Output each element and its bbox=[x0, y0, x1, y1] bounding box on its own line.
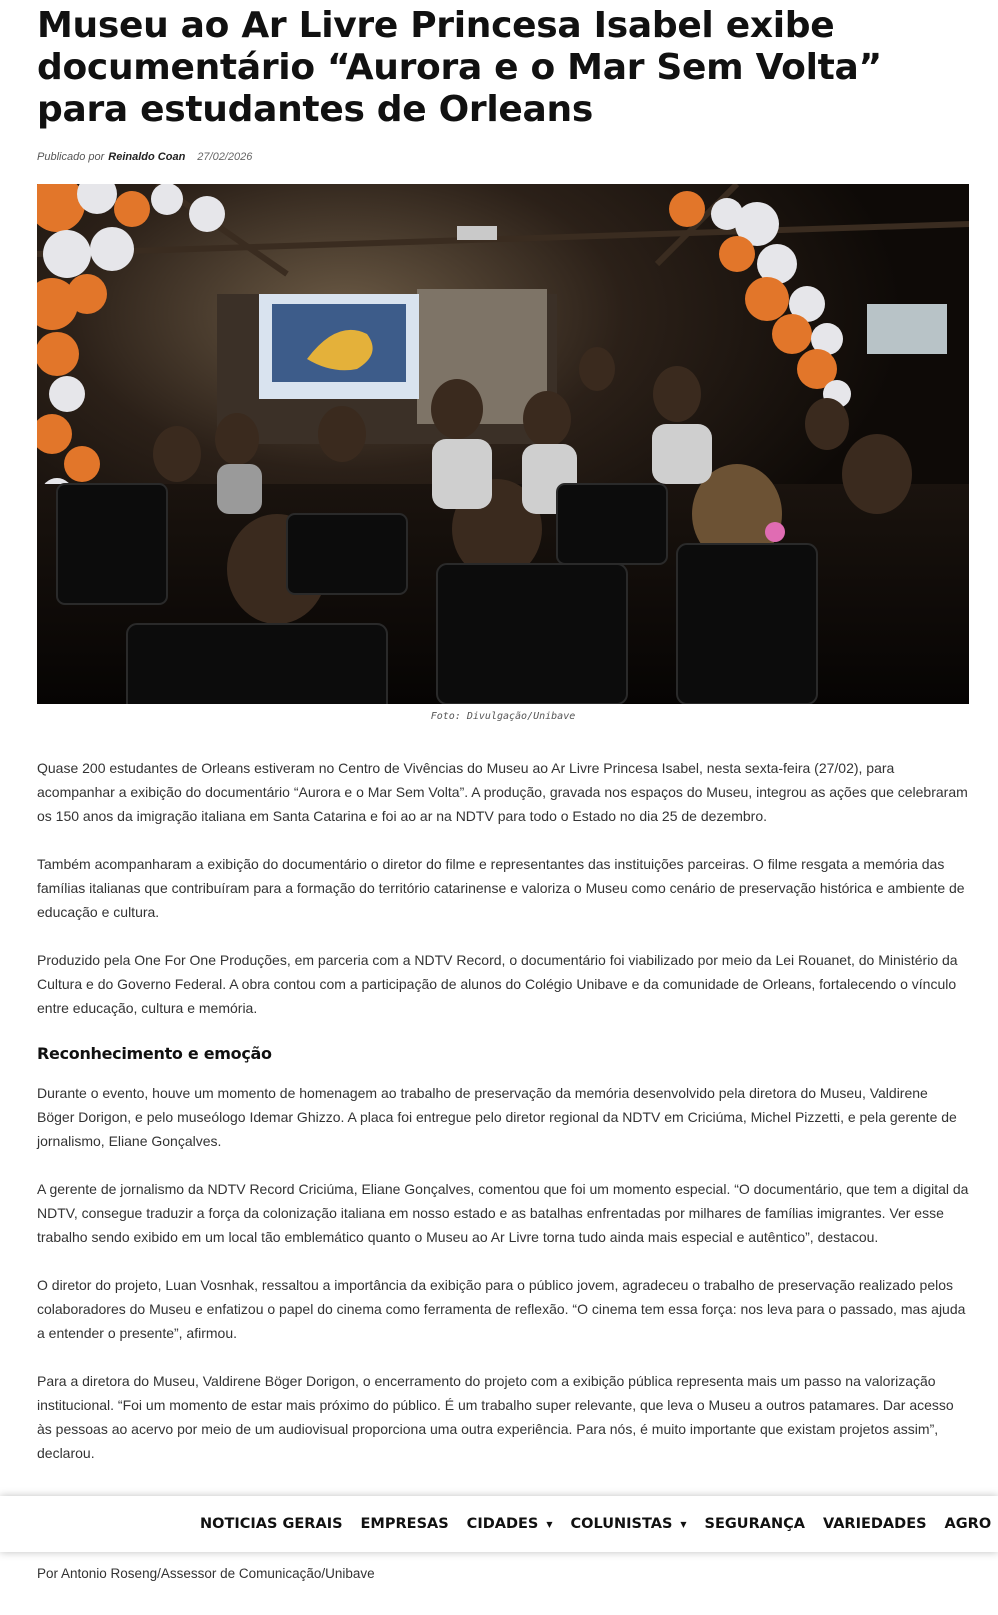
nav-item-agro[interactable] bbox=[945, 1516, 992, 1532]
nav-item-colunistas[interactable] bbox=[571, 1516, 687, 1532]
nav-item-cidades[interactable] bbox=[467, 1516, 553, 1532]
nav-item-variedades[interactable] bbox=[823, 1516, 927, 1532]
paragraph: O diretor do projeto, Luan Vosnhak, ressaltou a importância da exibição para o público jovem, agradeceu o trabalho de preservação realizado pelos colaboradores do Museu e enfatizou o papel do cinema como ferramenta de reflexão. “O cinema tem essa força: nos leva para o passado, mas ajuda a entender o presente”, afirmou. bbox=[37, 1277, 966, 1341]
nav-item-label: CIDADES bbox=[466, 1516, 539, 1532]
nav-item-seguranca[interactable] bbox=[705, 1516, 805, 1532]
nav-item-label: SEGURANÇA bbox=[704, 1516, 805, 1532]
nav-item-label: COLUNISTAS bbox=[570, 1516, 673, 1532]
article-meta bbox=[37, 151, 969, 163]
nav-item-label: EMPRESAS bbox=[360, 1516, 449, 1532]
paragraph: Durante o evento, houve um momento de homenagem ao trabalho de preservação da memória desenvolvido pela diretora do Museu, Valdirene Böger Dorigon, e pelo museólogo Idemar Ghizzo. A placa foi entregue pelo diretor regional da NDTV em Criciúma, Michel Pizzetti, e pela gerente de jornalismo, Eliane Gonçalves. bbox=[37, 1085, 957, 1149]
published-by-label: Publicado por bbox=[37, 151, 105, 163]
nav-item-label: AGRO bbox=[944, 1516, 992, 1532]
article-photo bbox=[37, 184, 969, 704]
author-name[interactable]: Reinaldo Coan bbox=[108, 151, 186, 163]
paragraph: Para a diretora do Museu, Valdirene Böger Dorigon, o encerramento do projeto com a exibição pública representa mais um passo na valorização institucional. “Foi um momento de estar mais próximo do público. É um trabalho super relevante, que leva o Museu a outros patamares. Dar acesso às pessoas ao acervo por meio de um audiovisual proporciona uma outra experiência. Para nós, é muito importante que existam projetos assim”, declarou. bbox=[37, 1373, 954, 1461]
article-body bbox=[37, 756, 969, 1465]
paragraph: Também acompanharam a exibição do documentário o diretor do filme e representantes das instituições parceiras. O filme resgata a memória das famílias italianas que contribuíram para a formação do território catarinense e valoriza o Museu como cenário de preservação histórica e ambiente de educação e cultura. bbox=[37, 856, 965, 920]
photo-caption: Foto: Divulgação/Unibave bbox=[430, 711, 576, 722]
paragraph: A gerente de jornalismo da NDTV Record Criciúma, Eliane Gonçalves, comentou que foi um momento especial. “O documentário, que tem a digital da NDTV, consegue traduzir a força da colonização italiana em nosso estado e as batalhas enfrentadas por milhares de famílias imigrantes. Ver esse trabalho sendo exibido em um local tão emblemático quanto o Museu ao Ar Livre torna tudo ainda mais especial e autêntico”, destacou. bbox=[37, 1181, 969, 1245]
nav-item-label: VARIEDADES bbox=[822, 1516, 927, 1532]
nav-item-label: NOTICIAS GERAIS bbox=[200, 1516, 343, 1532]
article bbox=[37, 0, 969, 1489]
caret-down-icon: ▼ bbox=[546, 1519, 553, 1529]
main-navigation-bar bbox=[0, 1496, 998, 1552]
article-credit: Por Antonio Roseng/Assessor de Comunicação/Unibave bbox=[37, 1566, 375, 1581]
paragraph: Produzido pela One For One Produções, em parceria com a NDTV Record, o documentário foi viabilizado por meio da Lei Rouanet, do Ministério da Cultura e do Governo Federal. A obra contou com a participação de alunos do Colégio Unibave e da comunidade de Orleans, fortalecendo o vínculo entre educação, cultura e memória. bbox=[37, 952, 958, 1016]
section-subheading: Reconhecimento e emoção bbox=[37, 1044, 272, 1063]
paragraph: Quase 200 estudantes de Orleans estiveram no Centro de Vivências do Museu ao Ar Livre Princesa Isabel, nesta sexta-feira (27/02), para acompanhar a exibição do documentário “Aurora e o Mar Sem Volta”. A produção, gravada nos espaços do Museu, integrou as ações que celebraram os 150 anos da imigração italiana em Santa Catarina e foi ao ar na NDTV para todo o Estado no dia 25 de dezembro. bbox=[37, 760, 968, 824]
nav-item-empresas[interactable] bbox=[361, 1516, 449, 1532]
nav-item-noticias-gerais[interactable] bbox=[200, 1516, 343, 1532]
article-title: Museu ao Ar Livre Princesa Isabel exibe documentário “Aurora e o Mar Sem Volta” para estudantes de Orleans bbox=[37, 5, 882, 130]
caret-down-icon: ▼ bbox=[680, 1519, 687, 1529]
screening-room-illustration bbox=[37, 184, 969, 704]
publish-date: 27/02/2026 bbox=[197, 151, 253, 163]
